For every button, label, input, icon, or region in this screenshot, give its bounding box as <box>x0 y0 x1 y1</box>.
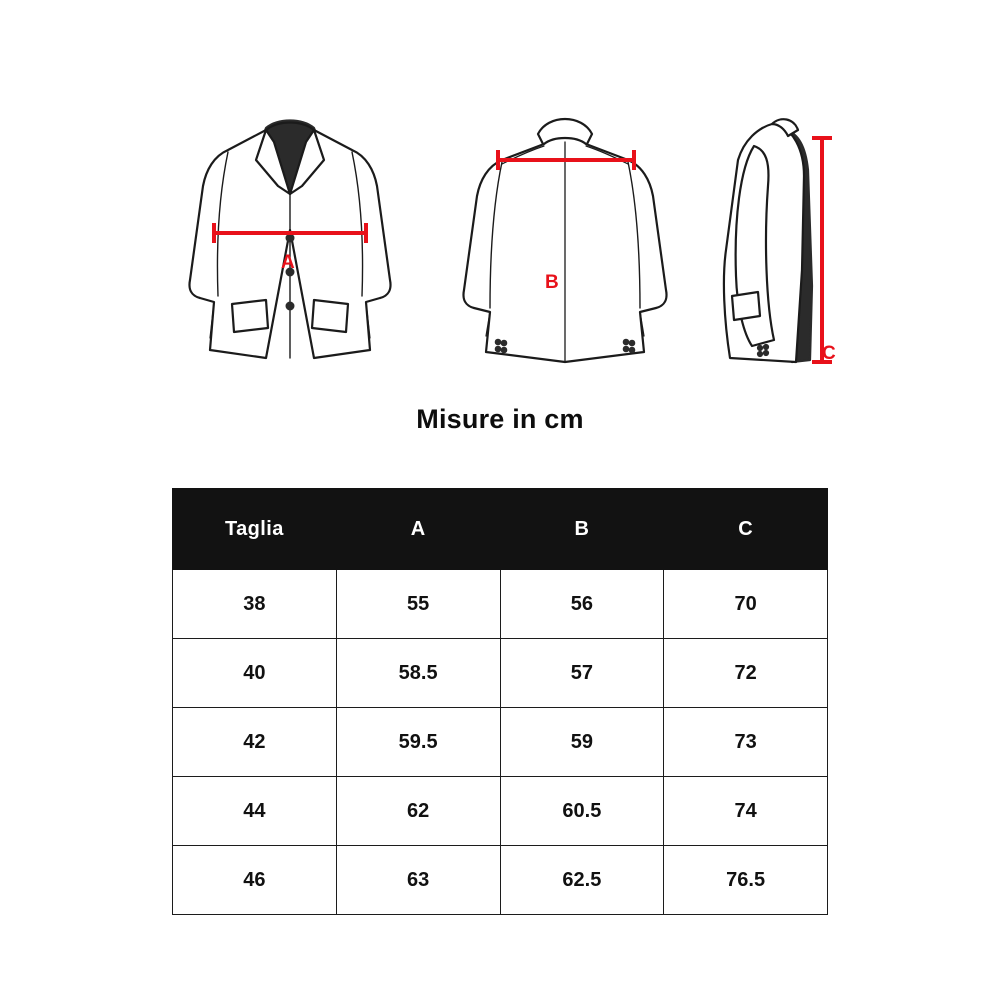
measure-line-c <box>812 138 832 362</box>
table-header-row <box>173 489 828 570</box>
cell-a: 62 <box>336 777 500 846</box>
cell-c: 76.5 <box>664 846 828 915</box>
size-table-wrapper <box>172 488 828 915</box>
header-a: A <box>336 489 500 570</box>
cell-c: 70 <box>664 570 828 639</box>
caption-misure: Misure in cm <box>416 404 584 434</box>
illustrations-row <box>0 90 1000 380</box>
cell-taglia: 40 <box>173 639 337 708</box>
table-row <box>173 708 828 777</box>
cell-b: 57 <box>500 639 664 708</box>
cell-a: 58.5 <box>336 639 500 708</box>
size-table-body <box>173 570 828 915</box>
jacket-front-figure <box>170 90 410 380</box>
measure-label-a: A <box>281 252 295 273</box>
size-table <box>172 488 828 915</box>
cell-taglia: 44 <box>173 777 337 846</box>
table-row <box>173 846 828 915</box>
measure-label-c: C <box>822 343 836 364</box>
table-row <box>173 570 828 639</box>
cell-b: 59 <box>500 708 664 777</box>
size-table-head <box>173 489 828 570</box>
cell-taglia: 38 <box>173 570 337 639</box>
header-b: B <box>500 489 664 570</box>
cell-a: 55 <box>336 570 500 639</box>
jacket-back-figure <box>440 90 690 380</box>
cell-c: 74 <box>664 777 828 846</box>
cell-b: 56 <box>500 570 664 639</box>
cell-taglia: 46 <box>173 846 337 915</box>
cell-b: 62.5 <box>500 846 664 915</box>
cell-a: 63 <box>336 846 500 915</box>
cell-b: 60.5 <box>500 777 664 846</box>
table-row <box>173 777 828 846</box>
table-row <box>173 639 828 708</box>
cell-a: 59.5 <box>336 708 500 777</box>
header-taglia: Taglia <box>173 489 337 570</box>
cell-taglia: 42 <box>173 708 337 777</box>
cell-c: 73 <box>664 708 828 777</box>
measure-label-b: B <box>545 272 559 293</box>
jacket-side-figure <box>700 90 850 380</box>
cell-c: 72 <box>664 639 828 708</box>
header-c: C <box>664 489 828 570</box>
